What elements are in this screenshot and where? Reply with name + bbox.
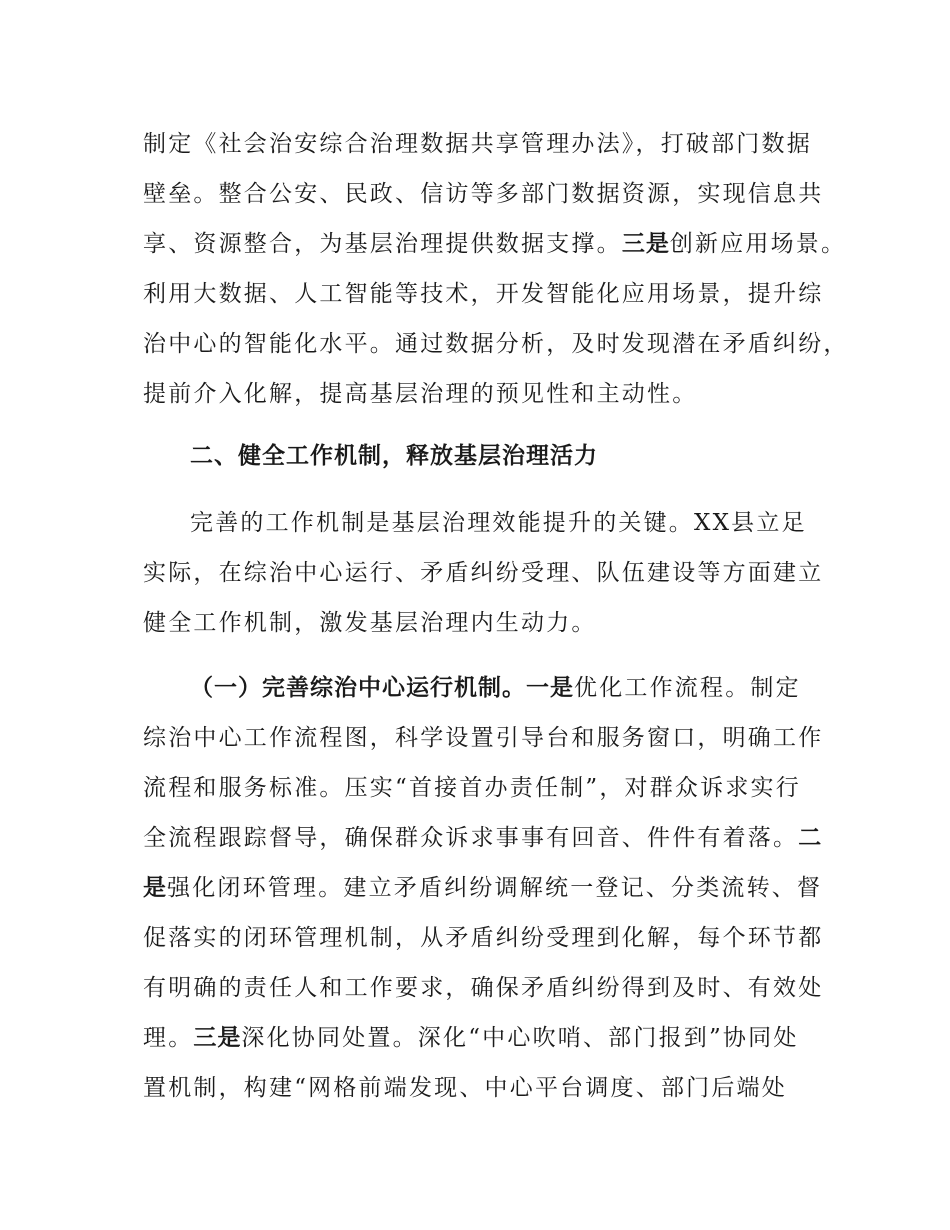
text-line: [143, 822, 823, 854]
text-run: 深化协同处置。深化“中心吹哨、部门报到”协同处: [241, 1025, 799, 1051]
bold-keyword: 一是: [526, 675, 574, 701]
subsection-heading: （一）完善综治中心运行机制。: [190, 675, 526, 701]
text-line: 促落实的闭环管理机制，从矛盾纠纷受理到化解，每个环节都: [143, 925, 824, 951]
text-line: 完善的工作机制是基层治理效能提升的关键。XX县立足: [190, 510, 807, 536]
text-line: 有明确的责任人和工作要求，确保矛盾纠纷得到及时、有效处: [143, 975, 824, 1001]
text-line: 置机制，构建“网格前端发现、中心平台调度、部门后端处: [143, 1075, 787, 1101]
bold-keyword: 三是: [621, 231, 670, 257]
text-line: 综治中心工作流程图，科学设置引导台和服务窗口，明确工作: [143, 725, 824, 751]
text-run: 创新应用场景。: [669, 231, 847, 257]
text-run: 优化工作流程。制定: [574, 675, 801, 701]
bold-keyword: 是: [143, 875, 167, 901]
text-line: 提前介入化解，提高基层治理的预见性和主动性。: [143, 381, 698, 407]
text-run: 全流程跟踪督导，确保群众诉求事事有回音、件件有着落。: [143, 825, 799, 851]
section-heading: 二、健全工作机制，释放基层治理活力: [190, 443, 598, 469]
bold-keyword: 三是: [193, 1025, 242, 1051]
text-line: [143, 228, 847, 260]
text-run: 强化闭环管理。建立矛盾纠纷调解统一登记、分类流转、督: [167, 875, 823, 901]
text-line: 实际，在综治中心运行、矛盾纠纷受理、队伍建设等方面建立: [143, 560, 824, 586]
bold-keyword: 二: [798, 825, 823, 851]
text-line: [143, 872, 823, 904]
text-line: 壁垒。整合公安、民政、信访等多部门数据资源，实现信息共: [143, 181, 824, 207]
text-run: 享、资源整合，为基层治理提供数据支撑。: [143, 231, 622, 257]
text-line: 利用大数据、人工智能等技术，开发智能化应用场景，提升综: [143, 281, 824, 307]
text-line: 流程和服务标准。压实“首接首办责任制”，对群众诉求实行: [143, 775, 801, 801]
text-line: 治中心的智能化水平。通过数据分析，及时发现潜在矛盾纠纷，: [143, 331, 849, 357]
text-line: [143, 1022, 823, 1054]
text-run: 理。: [143, 1025, 194, 1051]
text-line: [190, 672, 830, 704]
text-line: 健全工作机制，激发基层治理内生动力。: [143, 610, 597, 636]
text-line: 制定《社会治安综合治理数据共享管理办法》，打破部门数据: [143, 131, 812, 157]
